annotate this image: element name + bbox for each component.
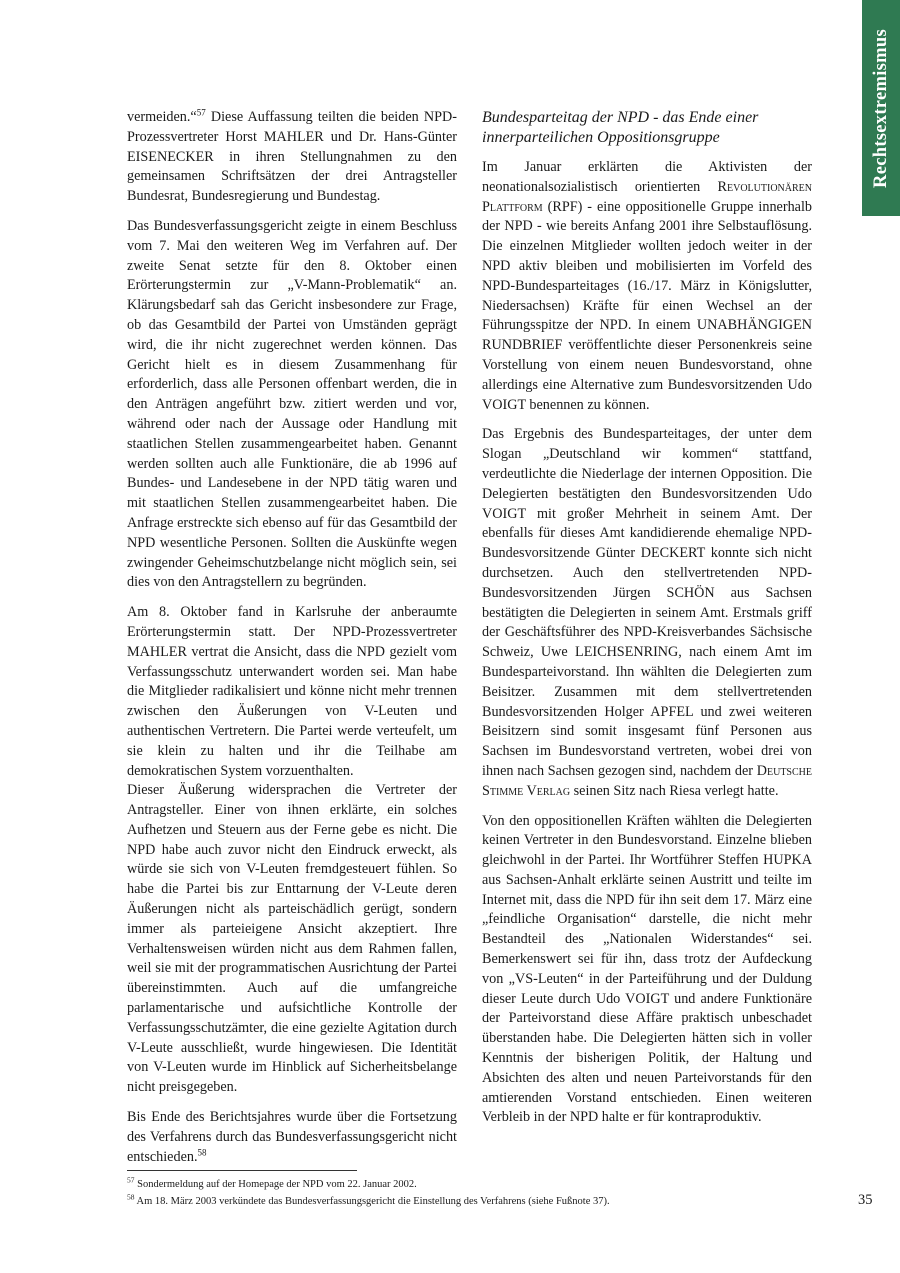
right-column (482, 108, 812, 1138)
page-number: 35 (858, 1192, 873, 1208)
paragraph: vermeiden.“$^{57}$ Diese Auffassung teilten die beiden NPD-Prozessvertreter Horst MAHLER und Dr. Hans-Günter EISENECKER in ihren Stellungnahmen zu den gemeinsamen Schriftsätzen der drei Antragsteller Bundesrat, Bundesregierung und Bundestag. (127, 107, 457, 205)
paragraph: Von den oppositionellen Kräften wählten die Delegierten keinen Vertreter in den Bundesvorstand. Einzelne blieben gleichwohl in der Partei. Ihr Wortführer Steffen HUPKA aus Sachsen-Anhalt erklärte seinen Austritt und teilte im Internet mit, dass die NPD für ihn seit dem 17. März eine „feindliche Organisation“ darstelle, die nicht mehr Bestandteil des „Nationalen Widerstandes“ sei. Bemerkenswert sei für ihn, dass trotz der Aufdeckung von „VS-Leuten“ in der Parteiführung und der Duldung dieser Leute durch Udo VOIGT und andere Funktionäre der Parteivorstand diese Affäre praktisch unbeschadet überstanden habe. Die Delegierten hätten sich in voller Kenntnis der bisherigen Politik, der Haltung und Absichten des alten und neuen Parteivorstands für den amtierenden Vorstand entschieden. Einen weiteren Verbleib in der NPD halte er für kontraproduktiv. (482, 812, 812, 1126)
footnotes (127, 1176, 767, 1210)
paragraph: Am 8. Oktober fand in Karlsruhe der anberaumte Erörterungstermin statt. Der NPD-Prozessvertreter MAHLER vertrat die Ansicht, dass die NPD gezielt vom Verfassungsschutz unterwandert worden sei. Man habe die Mitglieder radikalisiert und könne nicht mehr trennen zwischen den Äußerungen von V-Leuten und authentischen Vertretern. Die Partei werde verteufelt, um sie klein zu halten und ihr die Teilhabe am demokratischen System vorzuenthalten. (127, 604, 457, 779)
left-column (127, 108, 457, 1177)
section-heading: Bundesparteitag der NPD - das Ende einer innerparteilichen Oppositionsgruppe (482, 109, 759, 146)
section-tab (862, 0, 900, 216)
footnote: $^{57}$ Sondermeldung auf der Homepage der NPD vom 22. Januar 2002. (127, 1175, 417, 1190)
paragraph: Dieser Äußerung widersprachen die Vertreter der Antragsteller. Einer von ihnen erklärte, ein solches Aufhetzen und Steuern aus der Ferne gebe es nicht. Die NPD habe auch zuvor nicht den Eindruck erweckt, als würde sie sich von V-Leuten fremdgesteuert fühlen. So habe die Partei bis zur Enttarnung der V-Leute deren Äußerungen nicht als parteischädlich gerügt, sondern immer als parteieigene Ansicht akzeptiert. Ihre Verhaltensweisen würden nicht aus dem Rahmen fallen, weil sie mit der programmatischen Ausrichtung der Partei übereinstimmten. Auch auf die umfangreiche parlamentarische und aufsichtliche Kontrolle der Verfassungsschutzämter, die eine gezielte Agitation durch V-Leute ausschließt, wurde hingewiesen. Die Identität von V-Leuten wurde im Hinblick auf Sicherheitsbelange nicht preisgegeben. (127, 782, 457, 1096)
section-tab-label: Rechtsextremismus (870, 28, 891, 188)
paragraph: Im Januar erklärten die Aktivisten der neonationalsozialistisch orientierten Revolutionären Plattform (RPF) - eine oppositionelle Gruppe innerhalb der NPD - wie bereits Anfang 2001 ihre Selbstauflösung. Die einzelnen Mitglieder wollten jedoch weiter in der NPD aktiv bleiben und mobilisierten im Vorfeld des NPD-Bundesparteitages (16./17. März in Königslutter, Niedersachsen) Kräfte für einen Wechsel an der Führungsspitze der NPD. In einem UNABHÄNGIGEN RUNDBRIEF veröffentlichte dieser Personenkreis seine Vorstellung von einem neuen Bundesvorstand, ohne allerdings eine Alternative zum Bundesvorsitzenden Udo VOIGT benennen zu können. (482, 159, 812, 413)
footnote-divider (127, 1170, 357, 1171)
footnote-ref: 58 (197, 1146, 207, 1157)
paragraph: Bis Ende des Berichtsjahres wurde über die Fortsetzung des Verfahrens durch das Bundesverfassungsgericht nicht entschieden.$^{58}$ (127, 1109, 457, 1165)
paragraph: Das Bundesverfassungsgericht zeigte in einem Beschluss vom 7. Mai den weiteren Weg im Verfahren auf. Der zweite Senat setzte für den 8. Oktober einen Erörterungstermin zur „V-Mann-Problematik“ an. Klärungsbedarf sah das Gericht insbesondere zur Frage, ob das Gesamtbild der Partei von Umständen geprägt wird, die ihr nicht zugerechnet werden können. Das Gericht hielt es in diesem Zusammenhang für erforderlich, dass alle Personen offenbart werden, die in den Anträgen angeführt bzw. zitiert werden und vor, während oder nach der Aussage oder Handlung mit staatlichen Stellen zusammengearbeitet haben. Genannt werden sollten auch alle Funktionäre, die ab 1996 auf Bundes- und Landesebene in der NPD tätig waren und mit staatlichen Stellen zusammengearbeitet haben. Die Anfrage erstreckte sich ebenso auf für das Gesamtbild der NPD wesentliche Personen. Sollten die Auskünfte wegen zwingender Geheimschutzbelange nicht möglich sein, sei dies von den Antragstellern zu begründen. (127, 217, 457, 591)
footnote-ref: 57 (196, 107, 206, 118)
paragraph: Das Ergebnis des Bundesparteitages, der unter dem Slogan „Deutschland wir kommen“ stattfand, verdeutlichte die Niederlage der internen Opposition. Die Delegierten bestätigten den Bundesvorsitzenden Udo VOIGT mit großer Mehrheit in seinem Amt. Der ebenfalls für dieses Amt kandidierende ehemalige NPD-Bundesvorsitzende Günter DECKERT konnte sich nicht durchsetzen. Auch den stellvertretenden NPD-Bundesvorsitzenden Jürgen SCHÖN aus Sachsen bestätigten die Delegierten in seinem Amt. Erstmals griff der Geschäftsführer des NPD-Kreisverbandes Sächsische Schweiz, Uwe LEICHSENRING, nach einem Amt im Bundesparteivorstand. Ihn wählten die Delegierten zum Beisitzer. Zusammen mit dem stellvertretenden Bundesvorsitzenden Holger APFEL und zwei weiteren Beisitzern sind somit insgesamt fünf Personen aus Sachsen im Bundesvorstand vertreten, wobei drei von ihnen nach Sachsen gezogen sind, nachdem der Deutsche Stimme Verlag seinen Sitz nach Riesa verlegt hatte. (482, 426, 812, 799)
footnote: $^{58}$ Am 18. März 2003 verkündete das Bundesverfassungsgericht die Einstellung des Verfahrens (siehe Fußnote 37). (127, 1192, 610, 1207)
